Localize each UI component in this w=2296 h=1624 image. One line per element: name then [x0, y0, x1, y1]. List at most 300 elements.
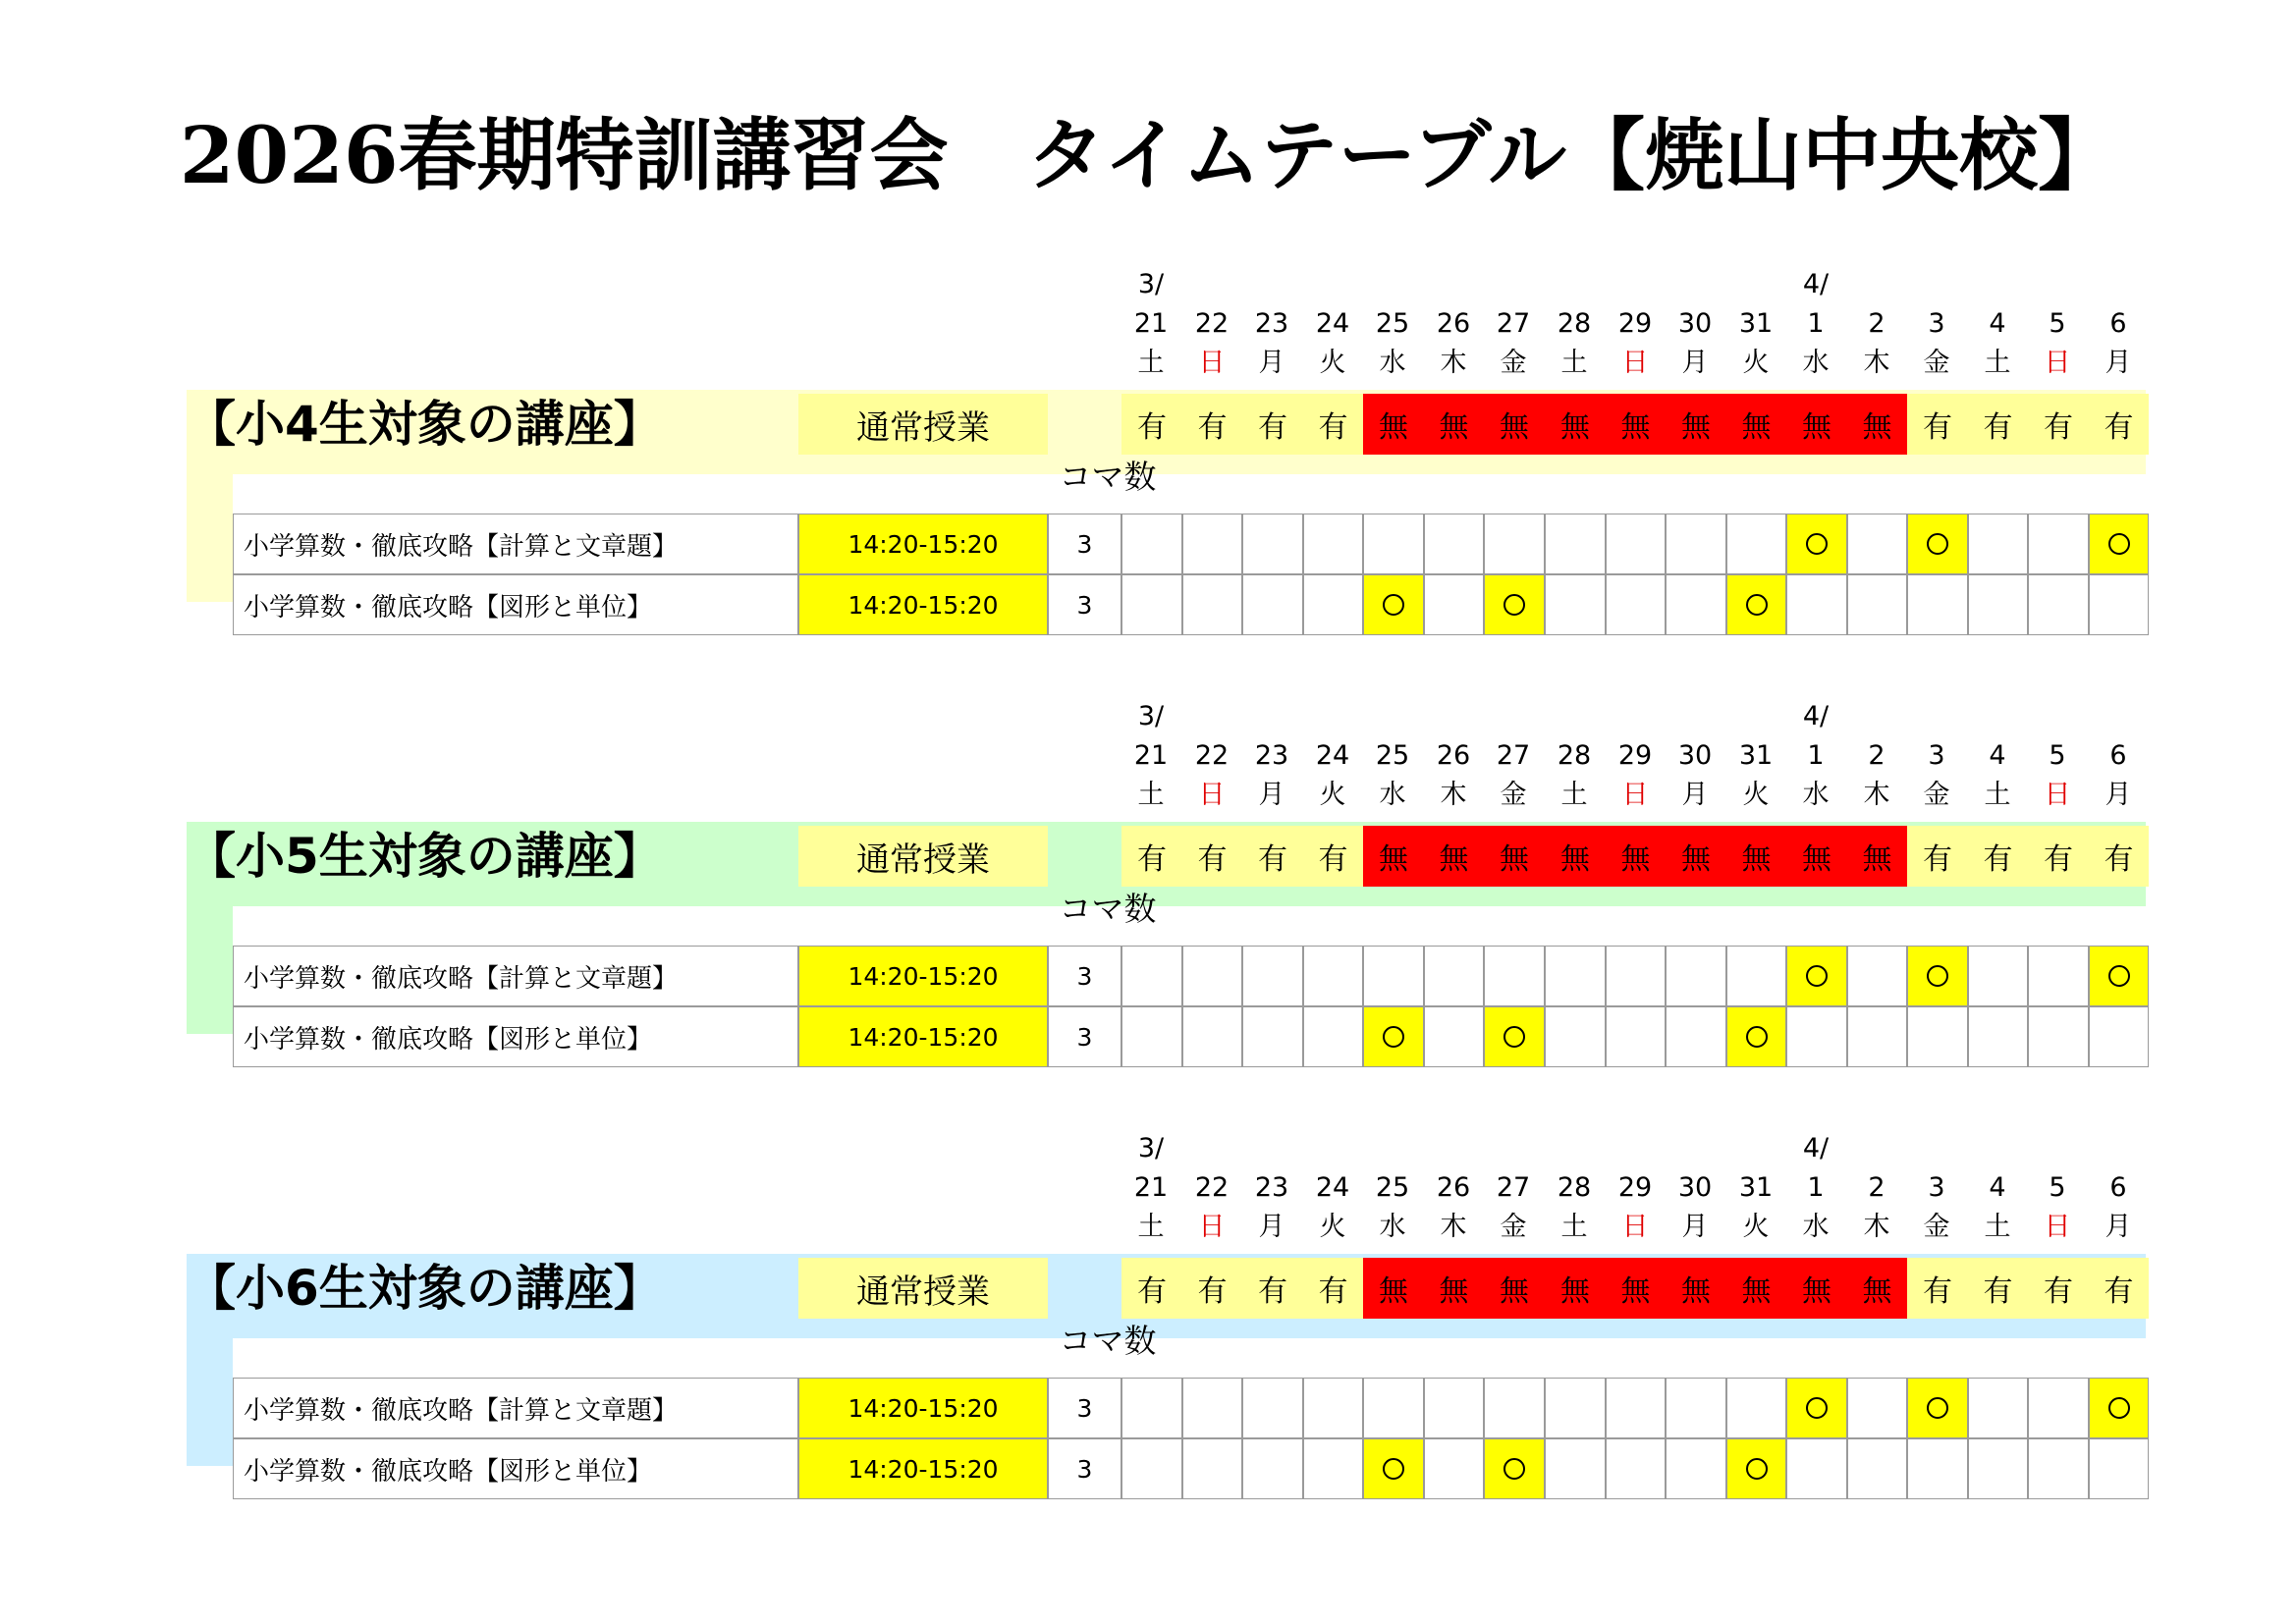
schedule-cell	[1666, 1438, 1726, 1499]
schedule-cell	[1666, 574, 1726, 635]
schedule-cell	[1242, 1006, 1303, 1067]
date-weekday: 水	[1802, 348, 1830, 378]
regular-availability-cell: 無	[1545, 394, 1606, 455]
regular-availability-cell: 有	[1968, 826, 2028, 887]
date-weekday: 火	[1742, 348, 1770, 378]
date-month: 4/	[1802, 1133, 1830, 1164]
regular-class-label: 通常授業	[798, 826, 1048, 887]
circle-mark-icon	[1503, 1026, 1525, 1048]
section-title: 【小4生対象の講座】	[187, 396, 663, 453]
date-header	[1484, 1129, 1543, 1247]
date-day: 2	[1868, 740, 1886, 771]
date-header	[1606, 697, 1665, 815]
date-day: 6	[2109, 740, 2127, 771]
date-header	[1545, 265, 1604, 383]
date-weekday: 土	[1984, 348, 2011, 378]
schedule-cell	[1182, 1438, 1242, 1499]
date-day: 24	[1315, 308, 1350, 339]
date-weekday: 金	[1923, 348, 1950, 378]
regular-availability-cell: 有	[1121, 394, 1182, 455]
regular-availability-cell: 有	[1303, 394, 1363, 455]
date-day: 6	[2109, 1172, 2127, 1203]
date-weekday: 金	[1500, 348, 1527, 378]
schedule-cell	[1121, 514, 1182, 574]
circle-mark-icon	[1383, 1458, 1404, 1480]
schedule-cell	[1606, 1378, 1666, 1438]
regular-availability-cell: 無	[1424, 394, 1484, 455]
date-header	[1907, 265, 1966, 383]
regular-availability-cell: 無	[1847, 826, 1907, 887]
schedule-cell	[2028, 1438, 2089, 1499]
koma-count-header: コマ数	[1059, 889, 1157, 928]
schedule-cell	[1786, 1438, 1847, 1499]
schedule-cell	[1847, 514, 1907, 574]
date-day: 31	[1738, 308, 1774, 339]
date-header	[1907, 1129, 1966, 1247]
regular-availability-cell: 有	[2028, 394, 2089, 455]
schedule-cell	[1363, 574, 1424, 635]
schedule-cell	[1303, 1438, 1363, 1499]
date-weekday: 月	[2105, 780, 2132, 810]
date-month	[1606, 265, 1665, 304]
schedule-cell	[1666, 1378, 1726, 1438]
schedule-cell	[1606, 514, 1666, 574]
regular-availability-cell: 無	[1424, 1258, 1484, 1319]
date-weekday: 月	[1681, 348, 1709, 378]
schedule-cell	[1484, 574, 1545, 635]
date-header	[1786, 1129, 1845, 1247]
date-month	[1545, 265, 1604, 304]
date-header	[1424, 265, 1483, 383]
date-header	[1182, 265, 1241, 383]
regular-availability-cell: 無	[1484, 1258, 1545, 1319]
schedule-cell	[1121, 1438, 1182, 1499]
date-weekday: 火	[1742, 1212, 1770, 1242]
circle-mark-icon	[1927, 1397, 1948, 1419]
date-header	[1121, 1129, 1180, 1247]
schedule-cell	[1363, 1438, 1424, 1499]
course-name: 小学算数・徹底攻略【図形と単位】	[233, 1006, 798, 1067]
date-header	[1121, 697, 1180, 815]
date-day: 2	[1868, 1172, 1886, 1203]
date-month	[2028, 265, 2087, 304]
date-month	[1606, 697, 1665, 736]
schedule-cell	[1545, 574, 1606, 635]
date-header	[1726, 265, 1785, 383]
circle-mark-icon	[1806, 965, 1828, 987]
circle-mark-icon	[1806, 1397, 1828, 1419]
regular-availability-cell: 有	[1968, 394, 2028, 455]
date-month	[1484, 697, 1543, 736]
date-day: 30	[1677, 1172, 1713, 1203]
date-month: 3/	[1137, 701, 1165, 731]
date-day: 4	[1989, 308, 2006, 339]
date-weekday: 木	[1863, 1212, 1890, 1242]
date-header	[1666, 697, 1724, 815]
date-month	[1847, 1129, 1906, 1168]
date-weekday: 月	[1258, 348, 1285, 378]
date-day: 28	[1557, 740, 1592, 771]
regular-availability-cell: 無	[1424, 826, 1484, 887]
date-day: 22	[1194, 308, 1230, 339]
circle-mark-icon	[1746, 1026, 1768, 1048]
course-slot-count: 3	[1048, 1438, 1121, 1499]
date-day: 29	[1617, 740, 1653, 771]
schedule-cell	[1606, 1006, 1666, 1067]
date-month: 4/	[1802, 701, 1830, 731]
course-slot-count: 3	[1048, 574, 1121, 635]
schedule-cell	[1786, 946, 1847, 1006]
date-day: 3	[1928, 740, 1945, 771]
date-header	[1968, 265, 2027, 383]
schedule-cell	[1968, 514, 2028, 574]
circle-mark-icon	[1746, 594, 1768, 616]
course-slot-count: 3	[1048, 1006, 1121, 1067]
date-header	[1907, 697, 1966, 815]
date-weekday: 日	[1198, 1212, 1226, 1242]
regular-availability-cell: 有	[1907, 826, 1968, 887]
course-name: 小学算数・徹底攻略【図形と単位】	[233, 1438, 798, 1499]
date-day: 24	[1315, 740, 1350, 771]
date-weekday: 土	[1984, 1212, 2011, 1242]
date-header	[1726, 697, 1785, 815]
regular-availability-cell: 無	[1606, 826, 1666, 887]
date-weekday: 日	[1621, 780, 1649, 810]
schedule-cell	[1363, 1378, 1424, 1438]
date-month	[1484, 265, 1543, 304]
date-day: 25	[1375, 1172, 1410, 1203]
date-day: 31	[1738, 740, 1774, 771]
date-day: 4	[1989, 1172, 2006, 1203]
date-month	[2028, 697, 2087, 736]
regular-availability-cell: 無	[1484, 826, 1545, 887]
date-day: 25	[1375, 308, 1410, 339]
date-month	[1182, 265, 1241, 304]
date-day: 22	[1194, 1172, 1230, 1203]
schedule-cell	[1484, 1438, 1545, 1499]
schedule-cell	[1484, 1378, 1545, 1438]
date-day: 26	[1436, 1172, 1471, 1203]
date-weekday: 土	[1137, 348, 1165, 378]
schedule-cell	[1786, 514, 1847, 574]
date-weekday: 金	[1500, 780, 1527, 810]
course-time: 14:20-15:20	[798, 514, 1048, 574]
schedule-cell	[1786, 574, 1847, 635]
schedule-cell	[1847, 1438, 1907, 1499]
schedule-cell	[1303, 946, 1363, 1006]
schedule-cell	[1907, 946, 1968, 1006]
course-time: 14:20-15:20	[798, 574, 1048, 635]
date-day: 21	[1133, 740, 1169, 771]
date-day: 28	[1557, 1172, 1592, 1203]
date-weekday: 水	[1379, 780, 1406, 810]
date-weekday: 木	[1440, 348, 1467, 378]
course-time: 14:20-15:20	[798, 1378, 1048, 1438]
regular-class-label: 通常授業	[798, 394, 1048, 455]
regular-availability-cell: 有	[1182, 394, 1242, 455]
date-header	[1606, 1129, 1665, 1247]
schedule-cell	[1424, 574, 1484, 635]
date-weekday: 金	[1923, 1212, 1950, 1242]
schedule-cell	[1726, 514, 1786, 574]
circle-mark-icon	[2108, 1397, 2130, 1419]
date-weekday: 木	[1863, 780, 1890, 810]
date-weekday: 水	[1802, 1212, 1830, 1242]
date-day: 27	[1496, 308, 1531, 339]
date-month	[1907, 265, 1966, 304]
date-month	[1424, 697, 1483, 736]
date-day: 4	[1989, 740, 2006, 771]
date-header	[1484, 265, 1543, 383]
date-header	[1303, 1129, 1362, 1247]
schedule-cell	[1968, 1378, 2028, 1438]
date-month	[1847, 697, 1906, 736]
circle-mark-icon	[1383, 594, 1404, 616]
schedule-cell	[1786, 1378, 1847, 1438]
date-day: 31	[1738, 1172, 1774, 1203]
date-header	[1303, 697, 1362, 815]
course-slot-count: 3	[1048, 1378, 1121, 1438]
date-weekday: 木	[1440, 1212, 1467, 1242]
schedule-cell	[1363, 514, 1424, 574]
schedule-cell	[2089, 946, 2149, 1006]
circle-mark-icon	[1806, 533, 1828, 555]
date-weekday: 日	[2044, 348, 2071, 378]
regular-availability-cell: 有	[1303, 1258, 1363, 1319]
date-weekday: 木	[1863, 348, 1890, 378]
date-weekday: 水	[1802, 780, 1830, 810]
date-day: 21	[1133, 308, 1169, 339]
course-name: 小学算数・徹底攻略【計算と文章題】	[233, 514, 798, 574]
date-header	[2028, 697, 2087, 815]
date-month	[1545, 697, 1604, 736]
date-header	[1363, 265, 1422, 383]
schedule-cell	[1968, 1438, 2028, 1499]
date-day: 26	[1436, 740, 1471, 771]
schedule-cell	[1363, 946, 1424, 1006]
schedule-cell	[1121, 1378, 1182, 1438]
date-weekday: 火	[1742, 780, 1770, 810]
date-header	[2028, 265, 2087, 383]
course-slot-count: 3	[1048, 514, 1121, 574]
schedule-cell	[1545, 1378, 1606, 1438]
course-time: 14:20-15:20	[798, 1438, 1048, 1499]
regular-availability-cell: 無	[1786, 826, 1847, 887]
date-day: 27	[1496, 740, 1531, 771]
date-weekday: 日	[2044, 780, 2071, 810]
schedule-cell	[1968, 946, 2028, 1006]
circle-mark-icon	[2108, 965, 2130, 987]
schedule-cell	[2089, 514, 2149, 574]
date-weekday: 日	[1198, 348, 1226, 378]
date-header	[1545, 697, 1604, 815]
schedule-cell	[1242, 514, 1303, 574]
schedule-cell	[1606, 1438, 1666, 1499]
schedule-cell	[1666, 1006, 1726, 1067]
schedule-cell	[1726, 1438, 1786, 1499]
date-day: 24	[1315, 1172, 1350, 1203]
regular-availability-cell: 無	[1666, 394, 1726, 455]
schedule-cell	[1907, 1006, 1968, 1067]
schedule-cell	[1786, 1006, 1847, 1067]
schedule-cell	[1726, 1006, 1786, 1067]
schedule-cell	[1484, 1006, 1545, 1067]
schedule-cell	[2028, 946, 2089, 1006]
schedule-cell	[1182, 574, 1242, 635]
date-month	[2089, 697, 2148, 736]
schedule-cell	[1424, 946, 1484, 1006]
schedule-cell	[1484, 514, 1545, 574]
regular-availability-cell: 無	[1606, 1258, 1666, 1319]
schedule-cell	[2089, 1378, 2149, 1438]
grade-section	[0, 1124, 2296, 1600]
schedule-cell	[1545, 1438, 1606, 1499]
regular-availability-cell: 無	[1666, 1258, 1726, 1319]
regular-availability-cell: 無	[1847, 394, 1907, 455]
schedule-cell	[1303, 514, 1363, 574]
date-header	[1242, 1129, 1301, 1247]
date-day: 5	[2049, 740, 2066, 771]
date-day: 5	[2049, 1172, 2066, 1203]
course-name: 小学算数・徹底攻略【計算と文章題】	[233, 946, 798, 1006]
date-header	[1786, 697, 1845, 815]
regular-availability-cell: 有	[1968, 1258, 2028, 1319]
date-weekday: 土	[1984, 780, 2011, 810]
date-header	[1606, 265, 1665, 383]
course-slot-count: 3	[1048, 946, 1121, 1006]
date-month	[1424, 1129, 1483, 1168]
date-month	[1363, 265, 1422, 304]
schedule-cell	[2028, 514, 2089, 574]
regular-availability-cell: 無	[1545, 826, 1606, 887]
schedule-cell	[1303, 1378, 1363, 1438]
circle-mark-icon	[1383, 1026, 1404, 1048]
date-month	[1726, 1129, 1785, 1168]
date-weekday: 日	[2044, 1212, 2071, 1242]
date-weekday: 金	[1500, 1212, 1527, 1242]
regular-availability-cell: 有	[2089, 394, 2149, 455]
date-day: 1	[1807, 740, 1825, 771]
date-month	[1968, 265, 2027, 304]
date-weekday: 金	[1923, 780, 1950, 810]
date-month: 4/	[1802, 269, 1830, 299]
regular-availability-cell: 有	[1907, 1258, 1968, 1319]
regular-availability-cell: 有	[1242, 394, 1303, 455]
date-month	[1907, 697, 1966, 736]
date-month	[1363, 697, 1422, 736]
schedule-cell	[1847, 946, 1907, 1006]
schedule-cell	[1242, 946, 1303, 1006]
regular-availability-cell: 無	[1726, 394, 1786, 455]
schedule-cell	[2089, 1006, 2149, 1067]
regular-availability-cell: 無	[1363, 826, 1424, 887]
regular-availability-cell: 有	[1182, 826, 1242, 887]
schedule-cell	[1242, 574, 1303, 635]
date-weekday: 月	[1258, 780, 1285, 810]
date-day: 25	[1375, 740, 1410, 771]
date-day: 6	[2109, 308, 2127, 339]
date-month	[1968, 1129, 2027, 1168]
date-weekday: 木	[1440, 780, 1467, 810]
date-day: 26	[1436, 308, 1471, 339]
date-day: 29	[1617, 1172, 1653, 1203]
date-day: 21	[1133, 1172, 1169, 1203]
date-weekday: 土	[1560, 1212, 1588, 1242]
schedule-cell	[1182, 1378, 1242, 1438]
grade-section	[0, 692, 2296, 1168]
date-weekday: 火	[1319, 780, 1346, 810]
schedule-cell	[1847, 1006, 1907, 1067]
section-side-band	[187, 1338, 233, 1466]
schedule-cell	[1907, 1378, 1968, 1438]
course-time: 14:20-15:20	[798, 1006, 1048, 1067]
schedule-cell	[1968, 1006, 2028, 1067]
schedule-cell	[1545, 514, 1606, 574]
date-month	[1303, 265, 1362, 304]
regular-availability-cell: 無	[1726, 1258, 1786, 1319]
schedule-cell	[2028, 574, 2089, 635]
circle-mark-icon	[1927, 965, 1948, 987]
date-header	[1363, 697, 1422, 815]
date-day: 2	[1868, 308, 1886, 339]
date-header	[1121, 265, 1180, 383]
course-time: 14:20-15:20	[798, 946, 1048, 1006]
schedule-cell	[2089, 574, 2149, 635]
koma-count-header: コマ数	[1059, 457, 1157, 496]
schedule-cell	[1847, 1378, 1907, 1438]
date-day: 22	[1194, 740, 1230, 771]
date-month: 3/	[1137, 1133, 1165, 1164]
regular-availability-cell: 有	[2028, 826, 2089, 887]
schedule-cell	[1121, 574, 1182, 635]
date-header	[1484, 697, 1543, 815]
date-month	[1666, 265, 1724, 304]
schedule-cell	[1968, 574, 2028, 635]
schedule-cell	[1182, 1006, 1242, 1067]
schedule-cell	[1121, 1006, 1182, 1067]
course-name: 小学算数・徹底攻略【計算と文章題】	[233, 1378, 798, 1438]
date-header	[1182, 697, 1241, 815]
date-header	[1847, 1129, 1906, 1247]
date-month	[1545, 1129, 1604, 1168]
date-month	[1666, 1129, 1724, 1168]
date-weekday: 日	[1198, 780, 1226, 810]
section-side-band	[187, 474, 233, 602]
schedule-cell	[1907, 574, 1968, 635]
schedule-cell	[1907, 514, 1968, 574]
page-title: 2026春期特訓講習会 タイムテーブル【焼山中央校】	[179, 109, 2117, 201]
date-header	[1303, 265, 1362, 383]
schedule-cell	[1726, 574, 1786, 635]
date-day: 5	[2049, 308, 2066, 339]
date-month	[1363, 1129, 1422, 1168]
grade-section	[0, 260, 2296, 736]
section-title: 【小5生対象の講座】	[187, 828, 663, 885]
schedule-cell	[1303, 1006, 1363, 1067]
section-side-band	[187, 906, 233, 1034]
regular-availability-cell: 有	[1121, 826, 1182, 887]
date-header	[1666, 265, 1724, 383]
schedule-cell	[1907, 1438, 1968, 1499]
schedule-cell	[2028, 1006, 2089, 1067]
date-month	[1726, 697, 1785, 736]
regular-availability-cell: 無	[1786, 394, 1847, 455]
schedule-cell	[1606, 574, 1666, 635]
date-weekday: 月	[1681, 780, 1709, 810]
date-month	[1726, 265, 1785, 304]
date-weekday: 月	[2105, 348, 2132, 378]
date-month	[1484, 1129, 1543, 1168]
